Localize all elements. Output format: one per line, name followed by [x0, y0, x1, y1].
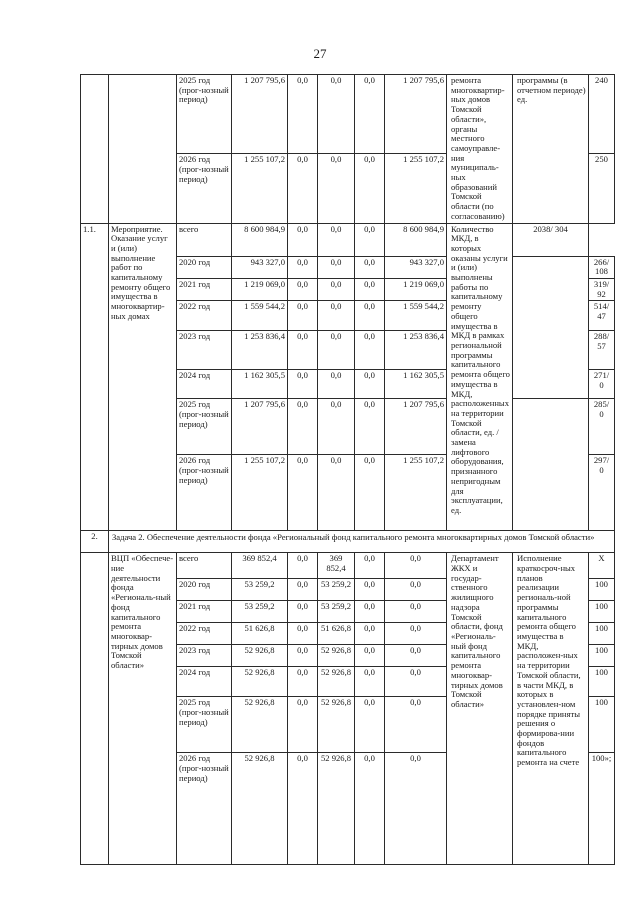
local-cell: 0,0 [355, 331, 385, 370]
indicator-cell: программы (в отчетном периоде) ед. [513, 75, 589, 224]
target-cell: 100 [589, 623, 615, 645]
regional-cell: 0,0 [318, 301, 355, 331]
target-cell: Х [589, 553, 615, 579]
regional-cell: 52 926,8 [318, 645, 355, 667]
total-cell: 1 207 795,6 [232, 399, 288, 455]
total-cell: 369 852,4 [232, 553, 288, 579]
year-cell: 2023 год [177, 331, 232, 370]
federal-cell: 0,0 [288, 667, 318, 697]
extrabudget-cell: 1 207 795,6 [385, 399, 447, 455]
federal-cell: 0,0 [288, 331, 318, 370]
local-cell: 0,0 [355, 553, 385, 579]
local-cell: 0,0 [355, 301, 385, 331]
regional-cell: 52 926,8 [318, 667, 355, 697]
extrabudget-cell: 0,0 [385, 667, 447, 697]
total-cell: 51 626,8 [232, 623, 288, 645]
local-cell: 0,0 [355, 370, 385, 399]
federal-cell: 0,0 [288, 399, 318, 455]
extrabudget-cell: 1 255 107,2 [385, 455, 447, 531]
block2 [81, 553, 615, 865]
regional-cell: 52 926,8 [318, 697, 355, 753]
federal-cell: 0,0 [288, 579, 318, 601]
extrabudget-cell: 1 162 305,5 [385, 370, 447, 399]
total-cell: 52 926,8 [232, 667, 288, 697]
extrabudget-cell: 0,0 [385, 553, 447, 579]
year-cell: 2020 год [177, 256, 232, 278]
target-cell: 2038/ 304 [513, 223, 589, 256]
federal-cell: 0,0 [288, 601, 318, 623]
row-number-cell [81, 553, 109, 865]
table-row [81, 553, 615, 579]
extrabudget-cell: 0,0 [385, 645, 447, 667]
federal-cell: 0,0 [288, 697, 318, 753]
federal-cell: 0,0 [288, 223, 318, 256]
name-cell: ВЦП «Обеспече-ние деятельности фонда «Региональ-ный фонд капитального ремонта многоквар-тирных домов Томской области» [109, 553, 177, 865]
target-cell: 100»; [589, 753, 615, 865]
local-cell: 0,0 [355, 256, 385, 278]
federal-cell: 0,0 [288, 623, 318, 645]
responsible-cell: Департамент ЖКХ и государ-ственного жилищного надзора Томской области, фонд «Региональ-ный фонд капитального ремонта многоквар-тирных домов Томской области» [447, 553, 513, 865]
federal-cell: 0,0 [288, 553, 318, 579]
row-number-cell [81, 75, 109, 224]
total-cell: 1 559 544,2 [232, 301, 288, 331]
regional-cell: 0,0 [318, 75, 355, 154]
extrabudget-cell: 943 327,0 [385, 256, 447, 278]
table-row [81, 75, 615, 154]
page-number: 27 [313, 46, 327, 61]
extrabudget-cell: 1 559 544,2 [385, 301, 447, 331]
program-table [80, 74, 615, 865]
responsible-cell [513, 399, 589, 531]
responsible-cell [513, 256, 589, 399]
regional-cell: 0,0 [318, 278, 355, 300]
total-cell: 53 259,2 [232, 601, 288, 623]
extrabudget-cell: 0,0 [385, 623, 447, 645]
total-cell: 943 327,0 [232, 256, 288, 278]
total-cell: 52 926,8 [232, 753, 288, 865]
federal-cell: 0,0 [288, 455, 318, 531]
block1 [81, 223, 615, 531]
extrabudget-cell: 1 255 107,2 [385, 154, 447, 223]
year-cell: всего [177, 553, 232, 579]
year-cell: 2021 год [177, 278, 232, 300]
year-cell: 2020 год [177, 579, 232, 601]
target-cell: 250 [589, 154, 615, 223]
total-cell: 1 255 107,2 [232, 154, 288, 223]
target-cell: 319/ 92 [589, 278, 615, 300]
total-cell: 1 253 836,4 [232, 331, 288, 370]
federal-cell: 0,0 [288, 256, 318, 278]
local-cell: 0,0 [355, 223, 385, 256]
regional-cell: 51 626,8 [318, 623, 355, 645]
year-cell: всего [177, 223, 232, 256]
target-cell: 514/ 47 [589, 301, 615, 331]
regional-cell: 0,0 [318, 223, 355, 256]
year-cell: 2025 год (прог-нозный период) [177, 399, 232, 455]
local-cell: 0,0 [355, 154, 385, 223]
local-cell: 0,0 [355, 75, 385, 154]
regional-cell: 52 926,8 [318, 753, 355, 865]
local-cell: 0,0 [355, 753, 385, 865]
federal-cell: 0,0 [288, 753, 318, 865]
task2-block [81, 531, 615, 553]
target-cell: 240 [589, 75, 615, 154]
regional-cell: 0,0 [318, 331, 355, 370]
regional-cell: 53 259,2 [318, 601, 355, 623]
extrabudget-cell: 1 219 069,0 [385, 278, 447, 300]
extrabudget-cell: 0,0 [385, 579, 447, 601]
extrabudget-cell: 0,0 [385, 697, 447, 753]
local-cell: 0,0 [355, 579, 385, 601]
year-cell: 2026 год (прог-нозный период) [177, 753, 232, 865]
federal-cell: 0,0 [288, 278, 318, 300]
regional-cell: 0,0 [318, 399, 355, 455]
year-cell: 2025 год (прог-нозный период) [177, 75, 232, 154]
federal-cell: 0,0 [288, 645, 318, 667]
total-cell: 52 926,8 [232, 645, 288, 667]
target-cell: 266/ 108 [589, 256, 615, 278]
local-cell: 0,0 [355, 601, 385, 623]
regional-cell: 0,0 [318, 455, 355, 531]
row-number-cell: 1.1. [81, 223, 109, 531]
total-cell: 1 219 069,0 [232, 278, 288, 300]
local-cell: 0,0 [355, 667, 385, 697]
extrabudget-cell: 0,0 [385, 753, 447, 865]
target-cell: 100 [589, 601, 615, 623]
local-cell: 0,0 [355, 278, 385, 300]
year-cell: 2022 год [177, 623, 232, 645]
federal-cell: 0,0 [288, 370, 318, 399]
indicator-cell: Исполнение краткосроч-ных планов реализации региональ-ной программы капитального ремонта общего имущества в МКД, расположен-ных на территории Томской области, в части МКД, в которых в установлен-ном порядке приняты решения о формирова-нии фондов капитального ремонта на счете [513, 553, 589, 865]
target-cell: 288/ 57 [589, 331, 615, 370]
total-cell: 8 600 984,9 [232, 223, 288, 256]
extrabudget-cell: 1 253 836,4 [385, 331, 447, 370]
task-row [81, 531, 615, 553]
year-cell: 2021 год [177, 601, 232, 623]
table-row [81, 223, 615, 256]
local-cell: 0,0 [355, 645, 385, 667]
total-cell: 52 926,8 [232, 697, 288, 753]
regional-cell: 0,0 [318, 370, 355, 399]
local-cell: 0,0 [355, 697, 385, 753]
target-cell: 100 [589, 697, 615, 753]
year-cell: 2022 год [177, 301, 232, 331]
total-cell: 1 162 305,5 [232, 370, 288, 399]
name-cell [109, 75, 177, 224]
target-cell: 100 [589, 667, 615, 697]
year-cell: 2023 год [177, 645, 232, 667]
task-number-cell: 2. [81, 531, 109, 553]
extrabudget-cell: 8 600 984,9 [385, 223, 447, 256]
target-cell: 271/ 0 [589, 370, 615, 399]
year-cell: 2026 год (прог-нозный период) [177, 154, 232, 223]
target-cell: 100 [589, 645, 615, 667]
year-cell: 2024 год [177, 667, 232, 697]
total-cell: 1 255 107,2 [232, 455, 288, 531]
regional-cell: 369 852,4 [318, 553, 355, 579]
local-cell: 0,0 [355, 623, 385, 645]
regional-cell: 0,0 [318, 256, 355, 278]
target-cell: 297/ 0 [589, 455, 615, 531]
total-cell: 53 259,2 [232, 579, 288, 601]
indicator-cell: Количество МКД, в которых оказаны услуги и (или) выполнены работы по капитальному ремонту общего имущества в МКД в рамках региональной программы капитального ремонта общего имущества в МКД, расположенных на территории Томской области, ед. / замена лифтового оборудования, признанного непригодным для эксплуатации, ед. [447, 223, 513, 531]
local-cell: 0,0 [355, 399, 385, 455]
target-cell: 100 [589, 579, 615, 601]
responsible-cell: ремонта многоквартир-ных домов Томской области», органы местного самоуправле-ния муниципаль-ных образований Томской области (по согласованию) [447, 75, 513, 224]
year-cell: 2025 год (прог-нозный период) [177, 697, 232, 753]
regional-cell: 53 259,2 [318, 579, 355, 601]
regional-cell: 0,0 [318, 154, 355, 223]
local-cell: 0,0 [355, 455, 385, 531]
block0 [81, 75, 615, 224]
target-cell: 285/ 0 [589, 399, 615, 455]
federal-cell: 0,0 [288, 75, 318, 154]
total-cell: 1 207 795,6 [232, 75, 288, 154]
federal-cell: 0,0 [288, 154, 318, 223]
extrabudget-cell: 0,0 [385, 601, 447, 623]
year-cell: 2024 год [177, 370, 232, 399]
federal-cell: 0,0 [288, 301, 318, 331]
name-cell: Мероприятие. Оказание услуг и (или) выполнение работ по капитальному ремонту общего имущества в многоквартир-ных домах [109, 223, 177, 531]
task-title-cell: Задача 2. Обеспечение деятельности фонда «Региональный фонд капитального ремонта многоквартирных домов Томской области» [109, 531, 615, 553]
year-cell: 2026 год (прог-нозный период) [177, 455, 232, 531]
extrabudget-cell: 1 207 795,6 [385, 75, 447, 154]
